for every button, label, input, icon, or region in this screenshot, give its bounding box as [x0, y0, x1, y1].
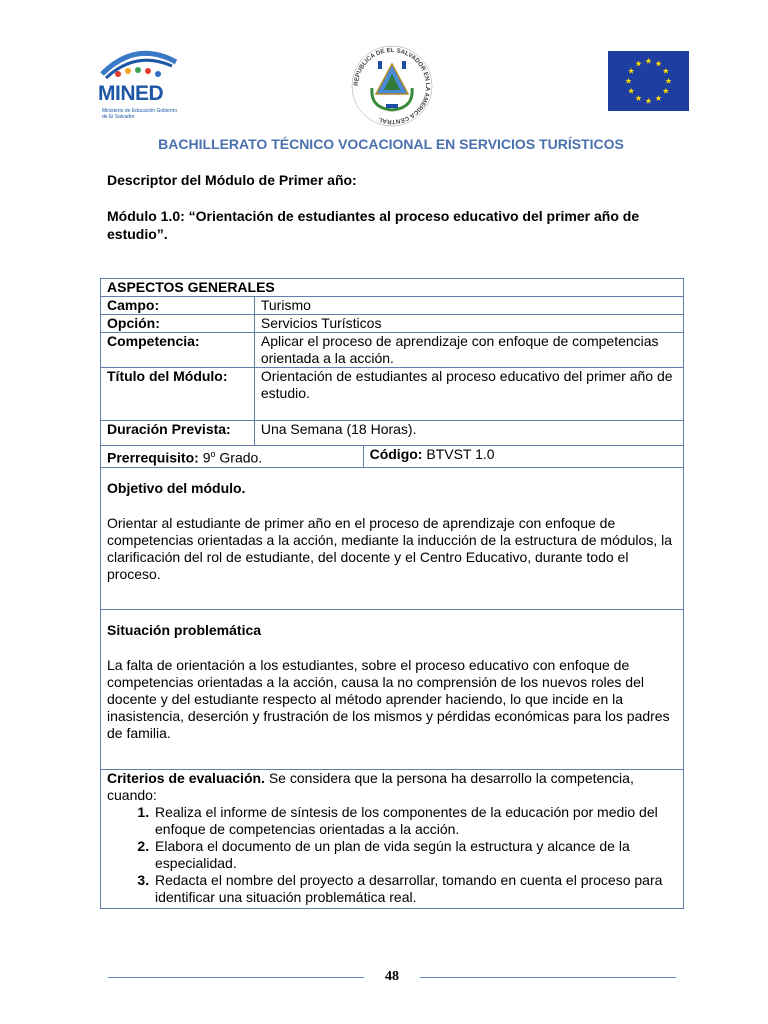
mined-name: MINED [98, 82, 164, 105]
mined-logo [96, 44, 182, 132]
objetivo-text: Orientar al estudiante de primer año en el proceso de aprendizaje con enfoque de competencias orientadas a la acción, mediante la inducción de la estructura de módulos, la clarificación del rol de estudiante, del docente y el Centro Educativo, durante todo el proceso. [107, 514, 672, 582]
situacion-heading: Situación problemática [107, 621, 262, 638]
criterios-intro: Se considera que la persona ha desarrollo la competencia, cuando: [107, 769, 634, 803]
table-row [101, 769, 684, 908]
campo-label: Campo: [101, 297, 255, 315]
codigo-label: Código: [369, 446, 423, 462]
duracion-value: Una Semana (18 Horas). [254, 421, 683, 446]
footer-rule-right [420, 977, 676, 978]
eu-flag [608, 51, 689, 111]
general-aspects-table [100, 278, 684, 909]
table-row [101, 315, 684, 333]
page-number: 48 [385, 969, 399, 984]
table-row [101, 279, 684, 297]
list-item: 1. Realiza el informe de síntesis de los componentes de la educación por medio del enfoque de competencias orientadas a la acción. [153, 804, 677, 838]
criterios-heading: Criterios de evaluación. [107, 769, 265, 786]
campo-value: Turismo [254, 297, 683, 315]
objetivo-heading: Objetivo del módulo. [107, 479, 246, 496]
table-row [101, 446, 684, 468]
opcion-value: Servicios Turísticos [254, 315, 683, 333]
codigo-cell [363, 446, 683, 468]
situacion-text: La falta de orientación a los estudiantes, sobre el proceso educativo con enfoque de competencias orientadas a la acción, causa la no comprensión de los nuevos roles del docente y del estudiante respecto al método aprender haciendo, lo que incide en la inasistencia, deserción y frustración de los mismos y pérdidas económicas para los padres de familia. [107, 656, 670, 741]
document-title: BACHILLERATO TÉCNICO VOCACIONAL EN SERVICIOS TURÍSTICOS [158, 136, 624, 152]
list-item: 2. Elabora el documento de un plan de vida según la estructura y alcance de la especialidad. [153, 838, 677, 872]
opcion-label: Opción: [101, 315, 255, 333]
descriptor-heading: Descriptor del Módulo de Primer año: [107, 172, 357, 188]
prerrequisito-value-number: 9 [202, 449, 211, 466]
prerrequisito-value-sup: o [210, 449, 216, 459]
eu-stars-icon [608, 51, 689, 111]
mined-arc-icon [96, 44, 182, 84]
situacion-cell [101, 609, 684, 769]
footer-rule-left [108, 977, 364, 978]
table-row [101, 467, 684, 609]
module-heading: Módulo 1.0: “Orientación de estudiantes al proceso educativo del primer año de estudio”. [107, 208, 640, 242]
table-row [101, 368, 684, 421]
prerrequisito-cell [101, 446, 364, 468]
seal-ring-text: REPUBLICA DE EL SALVADOR EN LA AMERICA CENTRAL [352, 46, 432, 126]
codigo-value: BTVST 1.0 [426, 446, 495, 462]
prerrequisito-label: Prerrequisito: [107, 449, 199, 466]
table-row [101, 609, 684, 769]
el-salvador-seal [350, 44, 434, 128]
coat-of-arms-icon [350, 44, 434, 128]
titulo-value: Orientación de estudiantes al proceso educativo del primer año de estudio. [254, 368, 683, 421]
table-row [101, 333, 684, 368]
mined-subtitle: Ministerio de Educación Gobierno de El Salvador [102, 108, 178, 120]
duracion-label: Duración Prevista: [101, 421, 255, 446]
titulo-label: Título del Módulo: [101, 368, 255, 421]
criterios-cell [101, 769, 684, 908]
table-heading: ASPECTOS GENERALES [101, 279, 684, 297]
criterios-list [107, 804, 677, 906]
table-row [101, 421, 684, 446]
prerrequisito-value-rest: Grado. [215, 449, 263, 466]
list-item: 3. Redacta el nombre del proyecto a desarrollar, tomando en cuenta el proceso para identificar una situación problemática real. [153, 872, 677, 906]
competencia-value: Aplicar el proceso de aprendizaje con enfoque de competencias orientada a la acción. [254, 333, 683, 368]
competencia-label: Competencia: [101, 333, 255, 368]
objetivo-cell [101, 467, 684, 609]
table-row [101, 297, 684, 315]
